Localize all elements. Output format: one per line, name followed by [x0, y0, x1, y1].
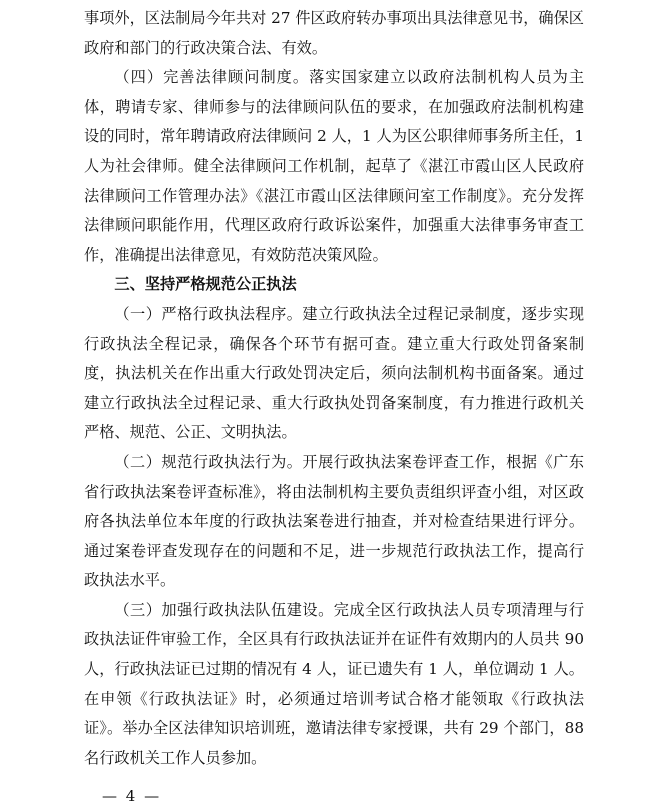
document-body: [84, 4, 584, 773]
paragraph-enforcement-team: （三）加强行政执法队伍建设。完成全区行政执法人员专项清理与行政执法证件审验工作，全区具有行政执法证并在证件有效期内的人员共 90 人，行政执法证已过期的情况有 4 人，证已遗失有 1 人，单位调动 1 人。在申领《行政执法证》时，必须通过培训考试合格才能领取《行政执法证》。举办全区法律知识培训班，邀请法律专家授课，共有 29 个部门，88 名行政机关工作人员参加。: [84, 600, 584, 767]
section-heading: 三、坚持严格规范公正执法: [114, 275, 297, 294]
paragraph-continuation: 事项外，区法制局今年共对 27 件区政府转办事项出具法律意见书，确保区政府和部门的行政决策合法、有效。: [84, 9, 584, 57]
paragraph-enforcement-conduct: （二）规范行政执法行为。开展行政执法案卷评查工作，根据《广东省行政执法案卷评查标准》，将由法制机构主要负责组织评查小组，对区政府各执法单位本年度的行政执法案卷进行抽查，并对检查结果进行评分。通过案卷评查发现存在的问题和不足，进一步规范行政执法工作，提高行政执法水平。: [84, 452, 584, 590]
paragraph-legal-advisor-system: （四）完善法律顾问制度。落实国家建立以政府法制机构人员为主体，聘请专家、律师参与的法律顾问队伍的要求，在加强政府法制机构建设的同时，常年聘请政府法律顾问 2 人，1 人为区公职律师事务所主任，1 人为社会律师。健全法律顾问工作机制，起草了《湛江市霞山区人民政府法律顾问工作管理办法》《湛江市霞山区法律顾问室工作制度》。充分发挥法律顾问职能作用，代理区政府行政诉讼案件，加强重大法律事务审查工作，准确提出法律意见，有效防范决策风险。: [84, 68, 584, 264]
paragraph-enforcement-procedure: （一）严格行政执法程序。建立行政执法全过程记录制度，逐步实现行政执法全程记录，确保各个环节有据可查。建立重大行政处罚备案制度，执法机关在作出重大行政处罚决定后，须向法制机构书面备案。通过建立行政执法全过程记录、重大行政执处罚备案制度，有力推进行政机关严格、规范、公正、文明执法。: [84, 304, 584, 442]
page-number: — 4 —: [102, 787, 162, 805]
